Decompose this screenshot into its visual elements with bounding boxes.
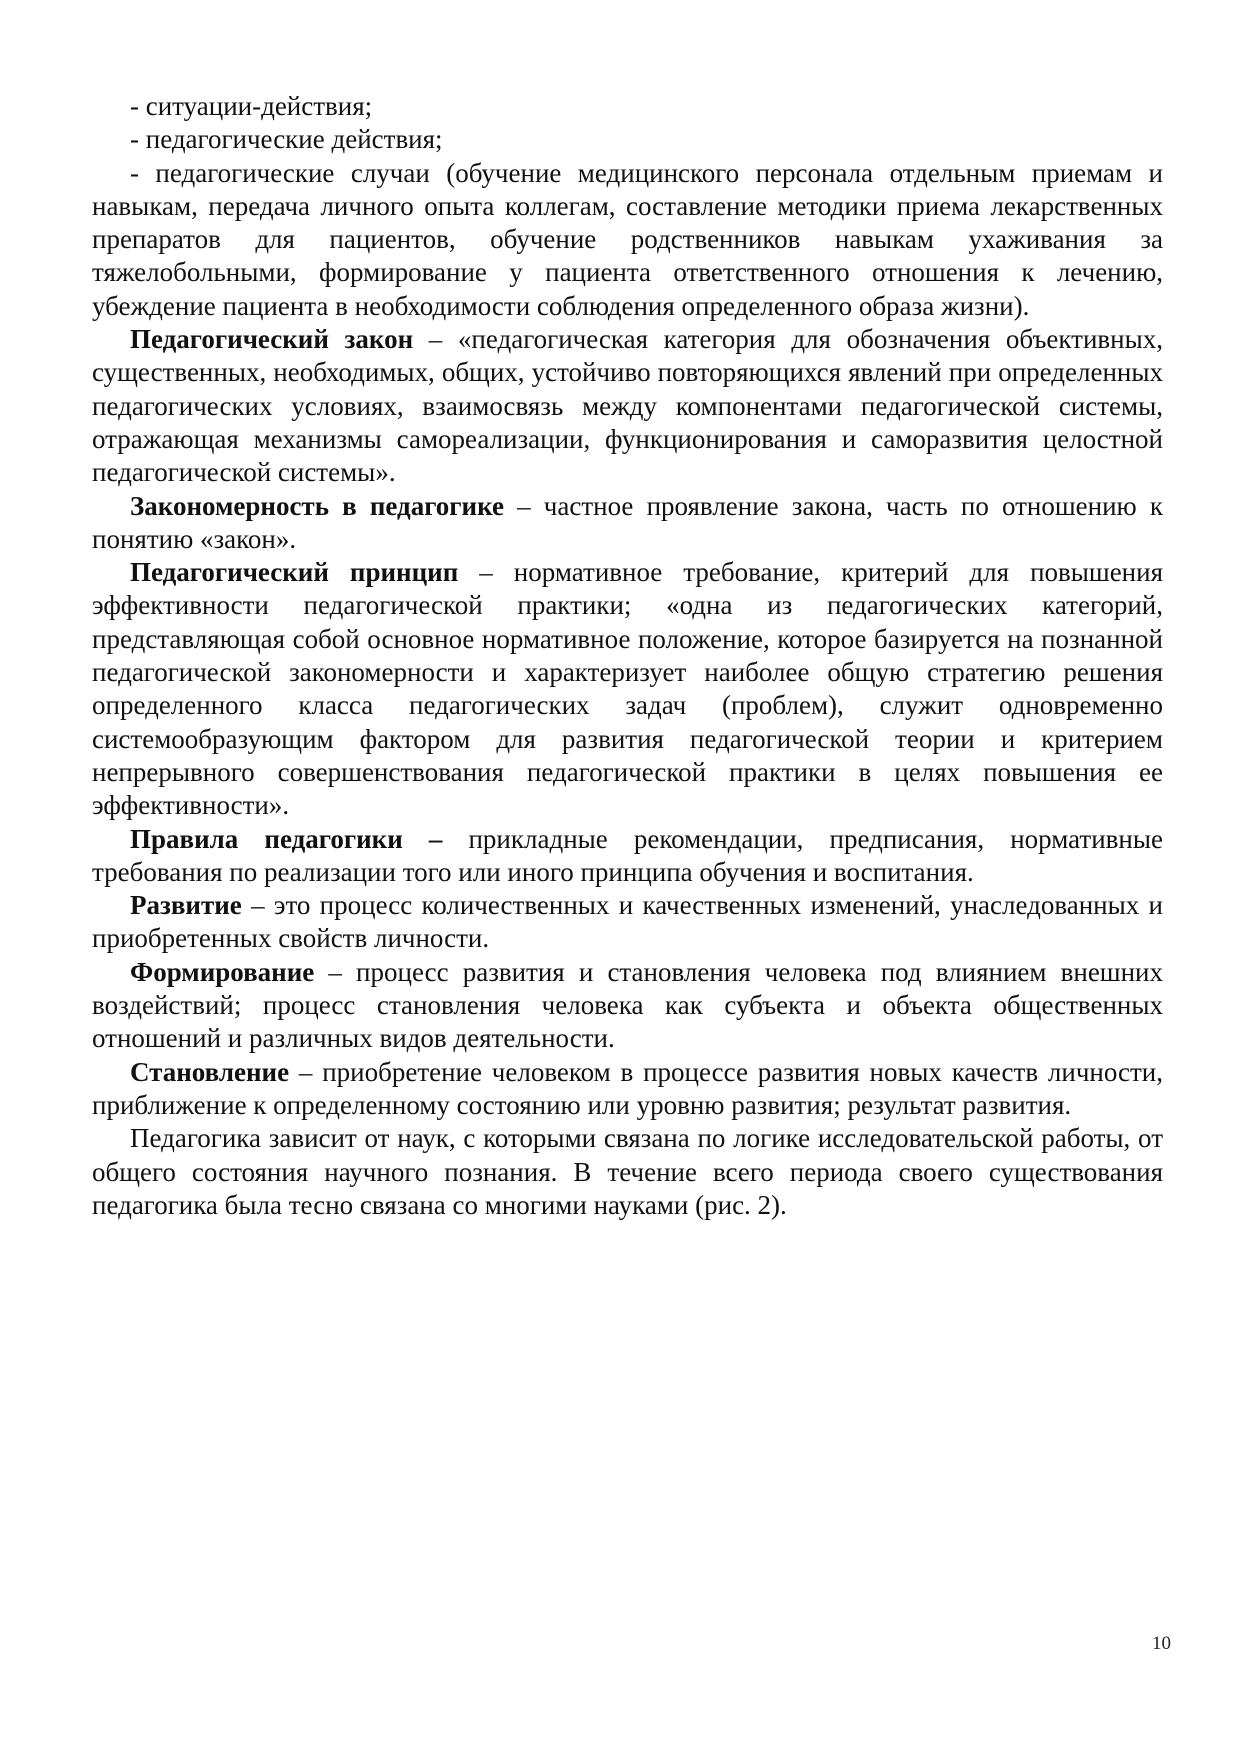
- definition-pedagogical-law: [92, 323, 1163, 489]
- definition-formation: [92, 956, 1163, 1056]
- term-formation: Формирование: [130, 956, 315, 987]
- definition-text-pedagogical-law: – «педагогическая категория для обозначения объективных, существенных, необходимых, общих, устойчиво повторяющихся явлений при определенных педагогических условиях, взаимосвязь между компонентами педагогической системы, отражающая механизмы самореализации, функционирования и саморазвития целостной педагогической системы».: [92, 324, 1163, 488]
- definition-text-becoming: – приобретение человеком в процессе развития новых качеств личности, приближение к определенному состоянию или уровню развития; результат развития.: [92, 1056, 1163, 1120]
- term-regularity: Закономерность в педагогике: [130, 490, 504, 521]
- definition-text-development: – это процесс количественных и качественных изменений, унаследованных и приобретенных свойств личности.: [92, 890, 1163, 954]
- definition-text-regularity: – частное проявление закона, часть по отношению к понятию «закон».: [92, 490, 1163, 554]
- list-item-situations: - ситуации-действия;: [130, 91, 373, 121]
- term-principle: Педагогический принцип: [130, 557, 459, 588]
- definition-development: [92, 889, 1163, 956]
- definition-text-principle: – нормативное требование, критерий для повышения эффективности педагогической практики; «одна из педагогических категорий, представляющая собой основное нормативное положение, которое базируется на познанной педагогической закономерности и характеризует наиболее общую стратегию решения определенного класса педагогических задач (проблем), служит одновременно системообразующим фактором для развития педагогической теории и критерием непрерывного совершенствования педагогической практики в целях повышения ее эффективности».: [92, 557, 1164, 821]
- definition-text-formation: – процесс развития и становления человека под влиянием внешних воздействий; процесс становления человека как субъекта и объекта общественных отношений и различных видов деятельности.: [92, 956, 1163, 1054]
- definition-principle: [92, 556, 1163, 822]
- definition-rules: [92, 823, 1163, 890]
- list-item-actions: - педагогические действия;: [130, 124, 443, 155]
- term-becoming: Становление: [130, 1056, 290, 1087]
- term-pedagogical-law: Педагогический закон: [130, 324, 414, 355]
- definition-becoming: [92, 1056, 1163, 1123]
- term-development: Развитие: [130, 890, 242, 921]
- page-body: [92, 90, 1163, 1222]
- definition-text-rules: прикладные рекомендации, предписания, нормативные требования по реализации того или иного принципа обучения и воспитания.: [92, 823, 1163, 887]
- term-rules: Правила педагогики –: [130, 823, 443, 854]
- definition-regularity: [92, 490, 1163, 557]
- list-item-cases: - педагогические случаи (обучение медицинского персонала отдельным приемам и навыкам, передача личного опыта коллегам, составление методики приема лекарственных препаратов для пациентов, обучение родственников навыкам ухаживания за тяжелобольными, формирование у пациента ответственного отношения к лечению, убеждение пациента в необходимости соблюдения определенного образа жизни).: [92, 157, 1163, 321]
- closing-paragraph: Педагогика зависит от наук, с которыми связана по логике исследовательской работы, от общего состояния научного познания. В течение всего периода своего существования педагогика была тесно связана со многими науками (рис. 2).: [92, 1123, 1163, 1220]
- page-number: 10: [1152, 1633, 1171, 1654]
